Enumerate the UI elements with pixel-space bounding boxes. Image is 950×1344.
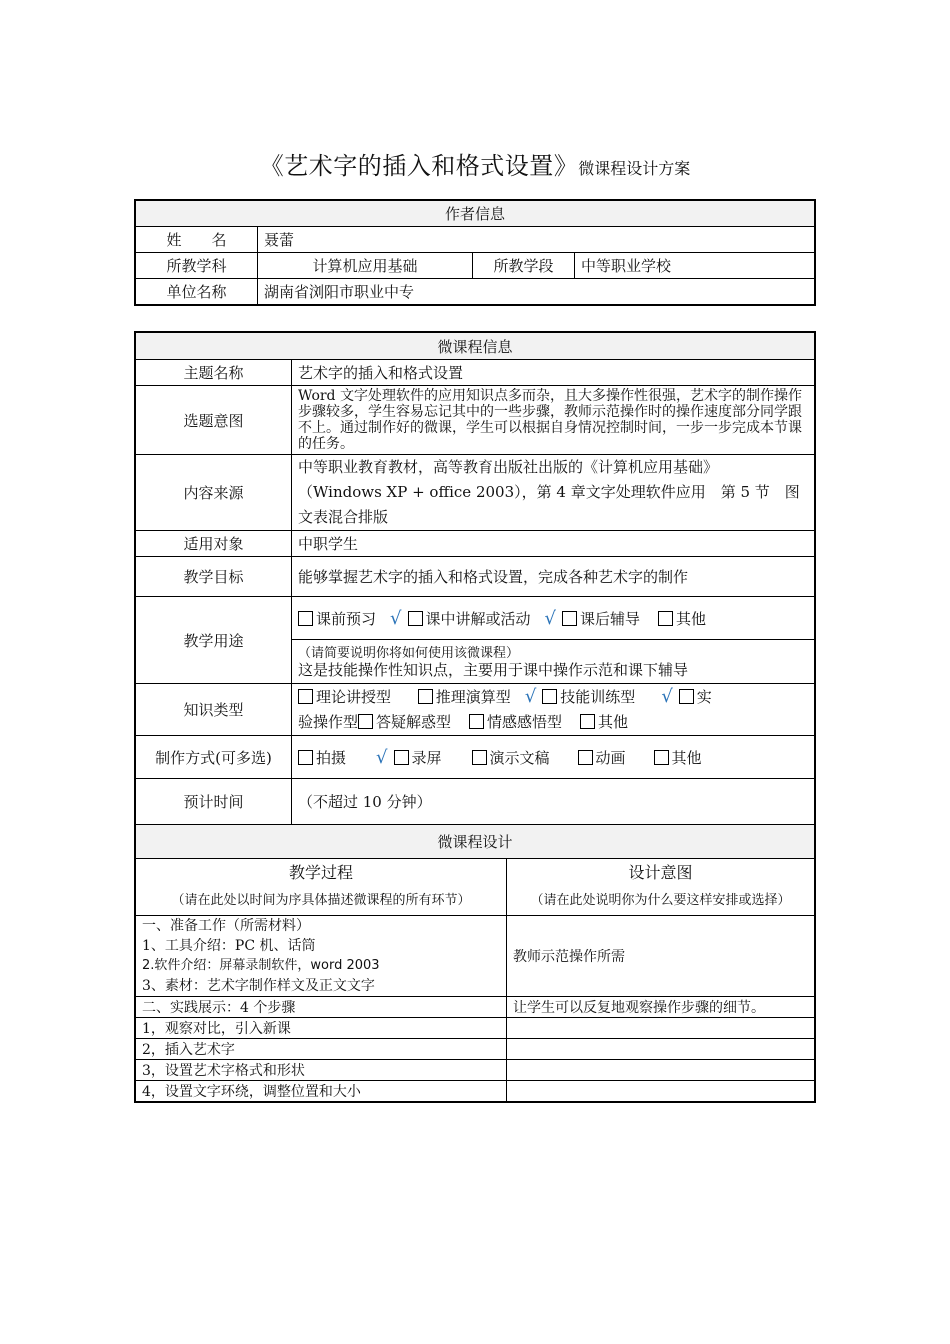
method-option-record: 录屏 bbox=[411, 748, 442, 767]
stage-value: 中等职业学校 bbox=[575, 253, 815, 279]
checkbox-qa[interactable] bbox=[358, 714, 373, 729]
prep-line-1: 一、准备工作（所需材料） bbox=[142, 918, 310, 934]
check-icon: √ bbox=[390, 607, 402, 629]
process-hint: （请在此处以时间为序具体描述微课程的所有环节） bbox=[171, 893, 471, 908]
audience-value: 中职学生 bbox=[292, 531, 815, 557]
source-line-3: 文表混合排版 bbox=[298, 508, 389, 526]
title-main: 《艺术字的插入和格式设置》 bbox=[259, 152, 579, 180]
check-icon: √ bbox=[376, 746, 388, 768]
process-column-header bbox=[136, 859, 507, 916]
knowledge-option-experiment-1: 实 bbox=[696, 688, 712, 706]
prep-intent: 教师示范操作所需 bbox=[507, 916, 815, 997]
design-header: 微课程设计 bbox=[136, 825, 815, 859]
stage-label: 所教学段 bbox=[473, 253, 575, 279]
method-label: 制作方式(可多选) bbox=[136, 736, 292, 779]
checkbox-in-class[interactable] bbox=[408, 611, 423, 626]
topic-label: 主题名称 bbox=[136, 360, 292, 386]
unit-label: 单位名称 bbox=[136, 279, 258, 305]
design-intent-title: 设计意图 bbox=[628, 863, 693, 882]
checkbox-knowledge-other[interactable] bbox=[580, 714, 595, 729]
knowledge-options bbox=[292, 684, 815, 736]
usage-label: 教学用途 bbox=[136, 597, 292, 684]
checkbox-shoot[interactable] bbox=[298, 750, 313, 765]
author-name: 聂蕾 bbox=[258, 227, 815, 253]
knowledge-option-other: 其他 bbox=[598, 713, 629, 731]
checkbox-method-other[interactable] bbox=[654, 750, 669, 765]
name-label: 姓 名 bbox=[136, 227, 258, 253]
audience-label: 适用对象 bbox=[136, 531, 292, 557]
checkbox-emotion[interactable] bbox=[469, 714, 484, 729]
step-2: 2，插入艺术字 bbox=[136, 1039, 507, 1060]
prep-cell bbox=[136, 916, 507, 997]
knowledge-option-emotion: 情感感悟型 bbox=[487, 713, 563, 731]
document-title bbox=[0, 146, 950, 181]
usage-option-preview: 课前预习 bbox=[316, 609, 377, 628]
knowledge-label: 知识类型 bbox=[136, 684, 292, 736]
checkbox-reasoning[interactable] bbox=[418, 689, 433, 704]
step-3-intent bbox=[507, 1060, 815, 1081]
check-icon: √ bbox=[661, 686, 673, 707]
checkbox-after-class[interactable] bbox=[562, 611, 577, 626]
goal-value: 能够掌握艺术字的插入和格式设置，完成各种艺术字的制作 bbox=[292, 557, 815, 597]
knowledge-option-qa: 答疑解惑型 bbox=[376, 713, 452, 731]
checkbox-skill[interactable] bbox=[542, 689, 557, 704]
step-2-intent bbox=[507, 1039, 815, 1060]
source-label: 内容来源 bbox=[136, 455, 292, 531]
checkbox-experiment[interactable] bbox=[679, 689, 694, 704]
source-value bbox=[292, 455, 815, 531]
usage-option-other: 其他 bbox=[676, 609, 707, 628]
checkbox-preview[interactable] bbox=[298, 611, 313, 626]
checkbox-usage-other[interactable] bbox=[658, 611, 673, 626]
practice-intent: 让学生可以反复地观察操作步骤的细节。 bbox=[507, 997, 815, 1018]
usage-text: 这是技能操作性知识点，主要用于课中操作示范和课下辅导 bbox=[298, 660, 689, 679]
design-intent-hint: （请在此处说明你为什么要这样安排或选择） bbox=[530, 893, 791, 908]
checkbox-theory[interactable] bbox=[298, 689, 313, 704]
source-line-1: 中等职业教育教材，高等教育出版社出版的《计算机应用基础》 bbox=[298, 458, 719, 476]
step-3: 3，设置艺术字格式和形状 bbox=[136, 1060, 507, 1081]
usage-option-after-class: 课后辅导 bbox=[580, 609, 641, 628]
step-1-intent bbox=[507, 1018, 815, 1039]
step-4: 4，设置文字环绕，调整位置和大小 bbox=[136, 1081, 507, 1102]
check-icon: √ bbox=[524, 686, 537, 707]
prep-line-3: 2.软件介绍：屏幕录制软件，word 2003 bbox=[142, 958, 380, 973]
subject-value: 计算机应用基础 bbox=[258, 253, 473, 279]
knowledge-option-experiment-2: 验操作型 bbox=[298, 713, 359, 731]
method-option-animation: 动画 bbox=[595, 748, 626, 767]
course-table bbox=[135, 332, 815, 1102]
title-sub: 微课程设计方案 bbox=[578, 159, 691, 178]
intent-value: Word 文字处理软件的应用知识点多而杂，且大多操作性很强，艺术字的制作操作步骤较多，学生容易忘记其中的一些步骤，教师示范操作时的操作速度部分同学跟不上。通过制作好的微课，学生可以根据自身情况控制时间，一步一步完成本节课的任务。 bbox=[292, 386, 815, 455]
prep-line-4: 3、素材：艺术字制作样文及正文文字 bbox=[142, 978, 375, 994]
checkbox-animation[interactable] bbox=[578, 750, 593, 765]
method-options bbox=[292, 736, 815, 779]
time-value: （不超过 10 分钟） bbox=[292, 779, 815, 825]
step-1: 1，观察对比，引入新课 bbox=[136, 1018, 507, 1039]
check-icon: √ bbox=[544, 607, 556, 629]
usage-options bbox=[292, 597, 815, 640]
method-option-shoot: 拍摄 bbox=[316, 748, 347, 767]
source-line-2: （Windows XP + office 2003），第 4 章文字处理软件应用 第 5 节 图 bbox=[298, 483, 800, 501]
method-option-slides: 演示文稿 bbox=[489, 748, 550, 767]
topic-value: 艺术字的插入和格式设置 bbox=[292, 360, 815, 386]
author-table bbox=[135, 200, 815, 305]
practice-cell: 二、实践展示：4 个步骤 bbox=[136, 997, 507, 1018]
prep-line-2: 1、工具介绍：PC 机、话筒 bbox=[142, 938, 316, 954]
checkbox-record[interactable] bbox=[394, 750, 409, 765]
process-title: 教学过程 bbox=[288, 863, 353, 882]
author-header: 作者信息 bbox=[136, 201, 815, 227]
unit-value: 湖南省浏阳市职业中专 bbox=[258, 279, 815, 305]
knowledge-option-reasoning: 推理演算型 bbox=[435, 688, 511, 706]
checkbox-slides[interactable] bbox=[472, 750, 487, 765]
subject-label: 所教学科 bbox=[136, 253, 258, 279]
time-label: 预计时间 bbox=[136, 779, 292, 825]
method-option-other: 其他 bbox=[671, 748, 702, 767]
course-header: 微课程信息 bbox=[136, 333, 815, 360]
intent-column-header bbox=[507, 859, 815, 916]
usage-option-in-class: 课中讲解或活动 bbox=[425, 609, 531, 628]
goal-label: 教学目标 bbox=[136, 557, 292, 597]
step-4-intent bbox=[507, 1081, 815, 1102]
intent-label: 选题意图 bbox=[136, 386, 292, 455]
usage-description bbox=[292, 640, 815, 684]
knowledge-option-skill: 技能训练型 bbox=[560, 688, 636, 706]
usage-hint: （请简要说明你将如何使用该微课程） bbox=[298, 645, 520, 661]
knowledge-option-theory: 理论讲授型 bbox=[316, 688, 392, 706]
